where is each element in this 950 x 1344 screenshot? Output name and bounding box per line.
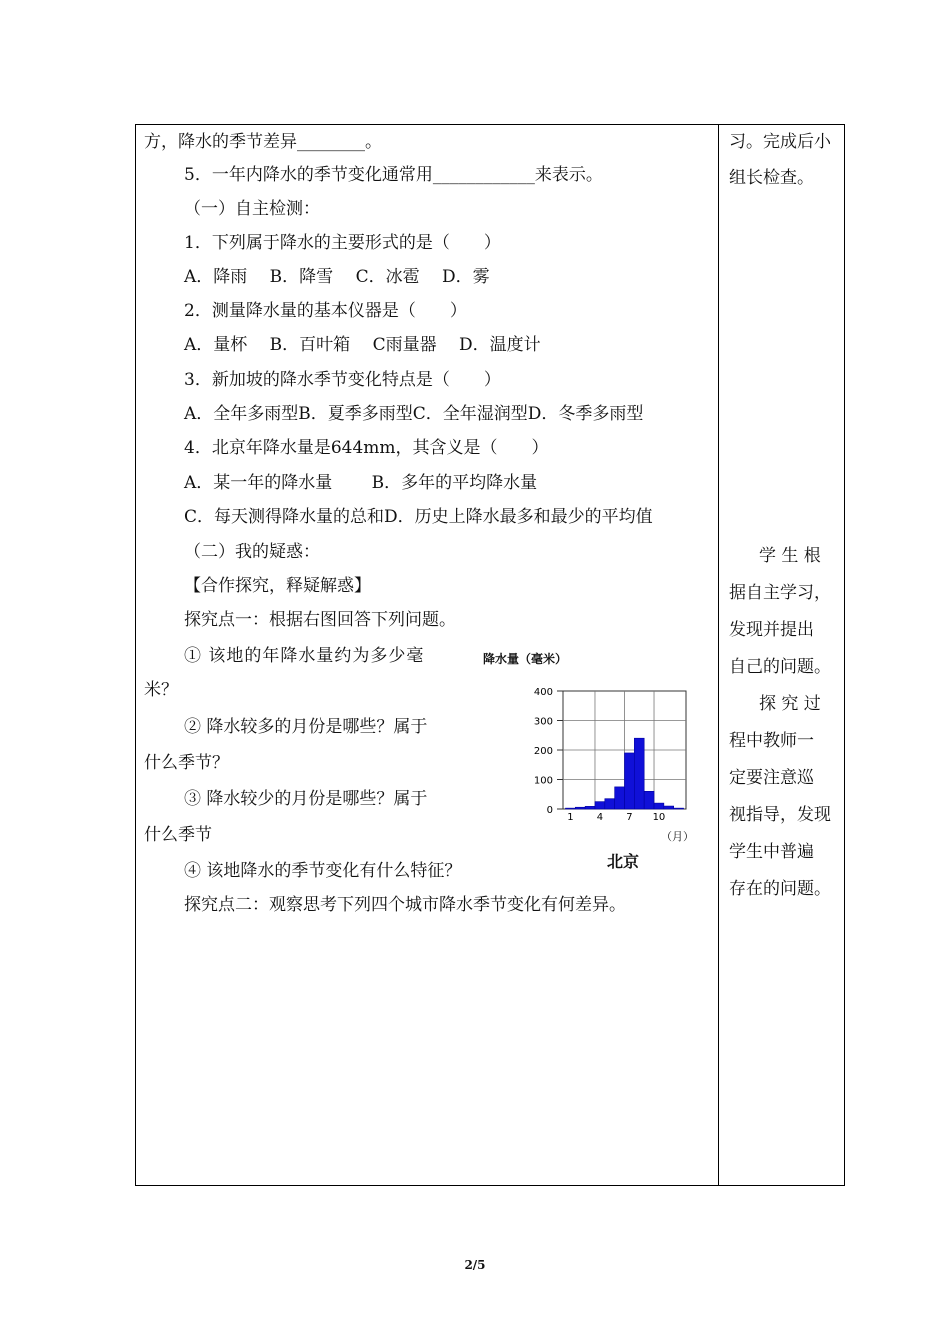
side-note-line: 学生中普遍	[729, 842, 814, 862]
question-4: 4．北京年降水量是644mm，其含义是（ ）	[184, 438, 549, 458]
chart-ylabel: 降水量（毫米）	[483, 652, 568, 666]
side-column	[719, 125, 845, 1185]
explore-1-question-2a: ② 降水较多的月份是哪些？属于	[184, 717, 428, 737]
side-note-line: 发现并提出	[729, 620, 814, 640]
explore-1-question-3b: 什么季节	[144, 825, 212, 845]
chart-y-tick-label: 0	[546, 805, 553, 816]
explore-1-question-3a: ③ 降水较少的月份是哪些？属于	[184, 789, 428, 809]
question-1-options: A．降雨 B．降雪 C．冰雹 D．雾	[184, 267, 490, 287]
chart-bar	[575, 807, 585, 809]
chart-bar	[605, 799, 615, 809]
explore-point-2: 探究点二：观察思考下列四个城市降水季节变化有何差异。	[184, 895, 626, 915]
chart-y-tick-labels	[534, 687, 563, 816]
chart-bar	[664, 806, 674, 809]
question-2: 2．测量降水量的基本仪器是（ ）	[184, 301, 467, 321]
chart-bar	[585, 806, 595, 809]
chart-x-tick-label: 4	[596, 812, 604, 823]
section-self-test: （一）自主检测：	[184, 199, 320, 219]
side-note-line: 探 究 过	[759, 694, 821, 714]
chart-y-tick-label: 400	[533, 687, 553, 698]
chart-bar	[595, 802, 605, 809]
question-3: 3．新加坡的降水季节变化特点是（ ）	[184, 370, 501, 390]
side-note-line: 存在的问题。	[729, 879, 831, 899]
chart-bar	[565, 808, 575, 809]
chart-y-tick-label: 300	[533, 716, 553, 728]
side-note-line: 视指导，发现	[729, 805, 831, 825]
question-3-options: A．全年多雨型B．夏季多雨型C．全年湿润型D．冬季多雨型	[184, 404, 644, 424]
explore-1-question-1b: 米？	[144, 680, 178, 700]
question-4-options-a: A．某一年的降水量 B．多年的平均降水量	[184, 473, 538, 493]
chart-x-tick-label: 1	[567, 812, 574, 823]
chart-y-tick-label: 100	[533, 775, 553, 787]
question-4-options-b: C．每天测得降水量的总和D．历史上降水最多和最少的平均值	[184, 507, 653, 527]
question-2-options: A．量杯 B．百叶箱 C雨量器 D．温度计	[184, 335, 541, 355]
explore-1-question-2b: 什么季节？	[144, 753, 229, 773]
chart-title: 北京	[606, 852, 640, 871]
chart-y-tick-label: 200	[533, 746, 553, 757]
chart-bar	[654, 803, 664, 809]
chart-xlabel: （月）	[661, 830, 694, 843]
chart-bar	[615, 787, 625, 809]
beijing-precipitation-chart	[473, 649, 703, 871]
page-number: 2/5	[464, 1258, 486, 1272]
explore-point-1: 探究点一：根据右图回答下列问题。	[184, 610, 456, 630]
explore-1-question-1a: ① 该地的年降水量约为多少毫	[184, 646, 425, 666]
question-1: 1．下列属于降水的主要形式的是（ ）	[184, 233, 501, 253]
chart-bar	[644, 791, 654, 809]
chart-bar	[674, 808, 684, 809]
side-note-line: 据自主学习，	[729, 583, 831, 603]
question-5: 5．一年内降水的季节变化通常用____________来表示。	[184, 165, 603, 185]
side-note-line: 程中教师一	[729, 731, 814, 751]
chart-x-tick-labels	[567, 812, 665, 823]
chart-bar	[634, 738, 644, 809]
section-my-doubts: （二）我的疑惑：	[184, 542, 320, 562]
chart-x-tick-label: 7	[626, 812, 633, 823]
side-note-line-2: 组长检查。	[729, 168, 814, 188]
main-column	[136, 125, 718, 1185]
chart-x-tick-label: 10	[652, 812, 666, 823]
chart-bar	[625, 753, 635, 809]
side-note-line: 自己的问题。	[729, 657, 831, 677]
text-line-1: 方，降水的季节差异________。	[144, 132, 382, 152]
section-cooperative-inquiry: 【合作探究，释疑解惑】	[184, 576, 371, 596]
explore-1-question-4: ④ 该地降水的季节变化有什么特征？	[184, 861, 462, 881]
lesson-table	[135, 124, 845, 1186]
side-note-line-1: 习。完成后小	[729, 132, 831, 152]
side-note-line: 定要注意巡	[729, 768, 814, 788]
side-note-line: 学 生 根	[759, 546, 821, 566]
